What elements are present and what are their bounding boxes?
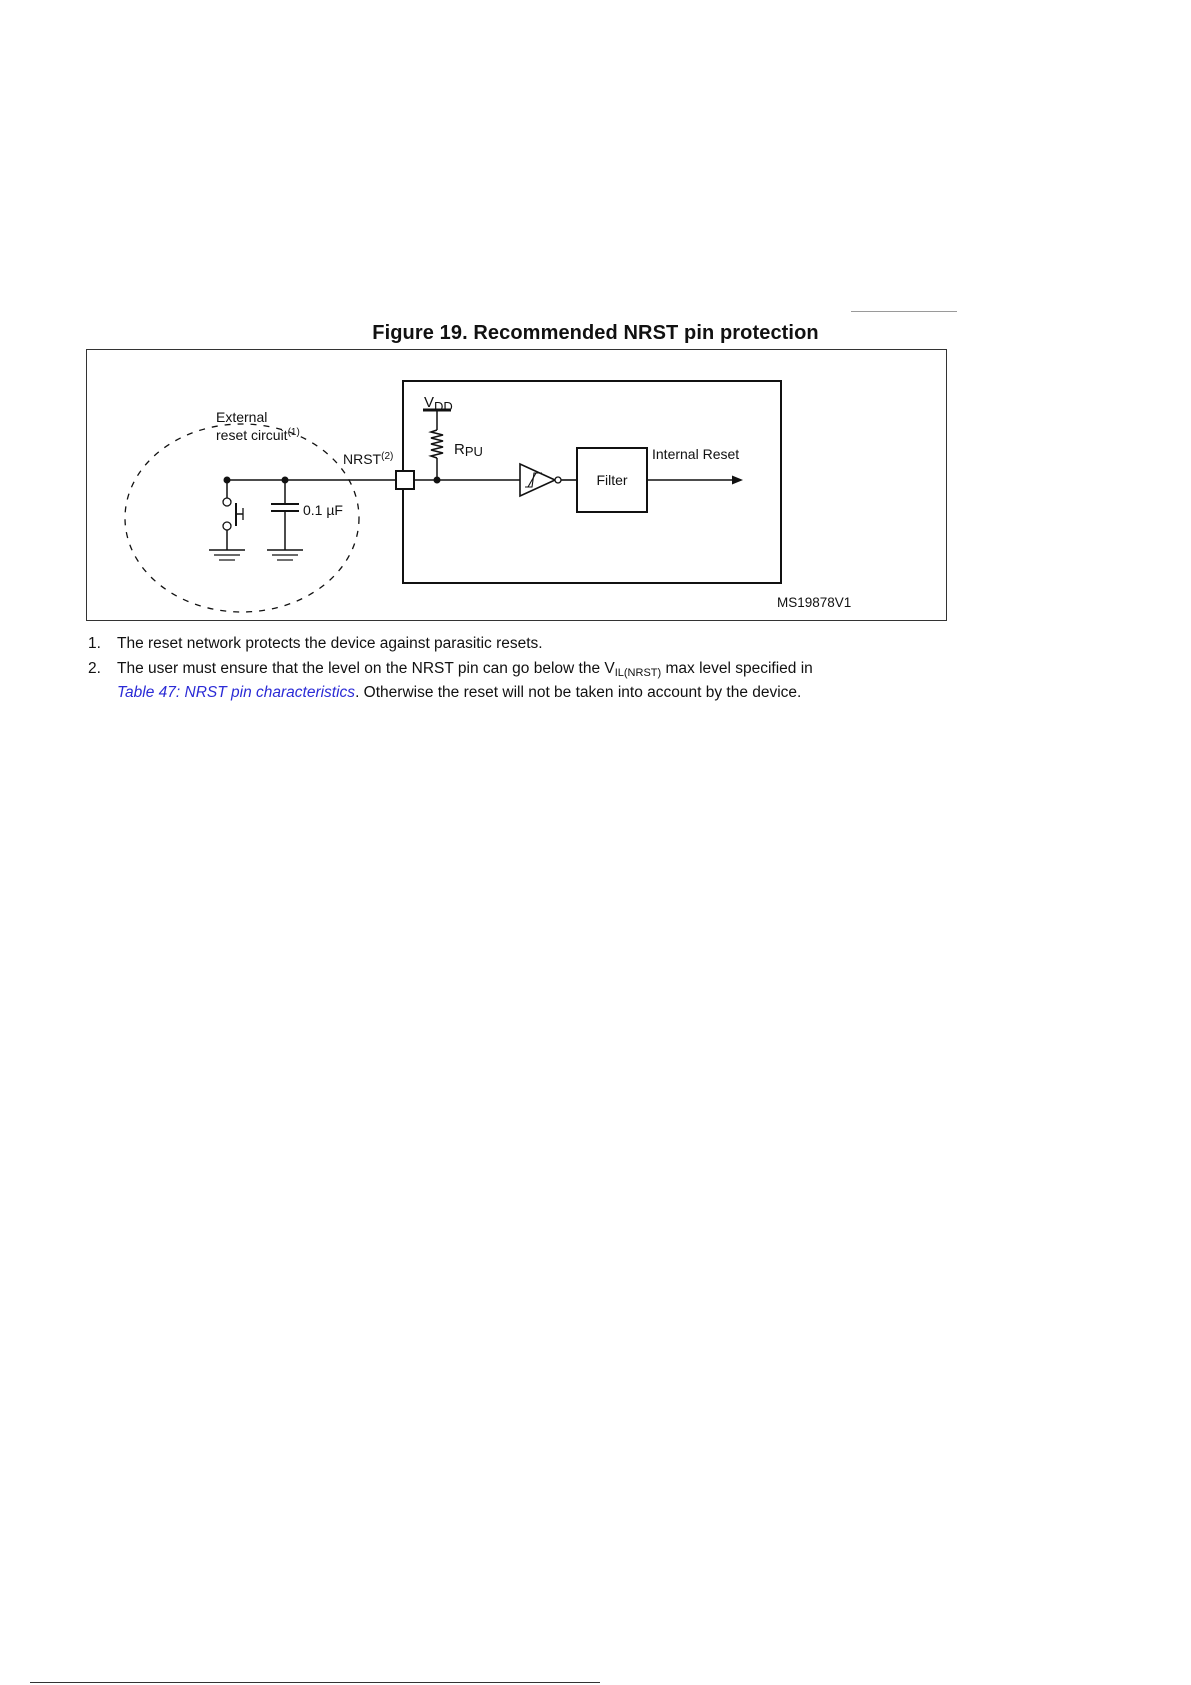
label-vdd: VDD: [424, 394, 453, 414]
nrst-circuit-diagram: [87, 350, 948, 622]
pullup-resistor-symbol: [431, 430, 443, 480]
label-rpu: RPU: [454, 441, 483, 459]
footer-rule: [30, 1682, 600, 1683]
nrst-pin: [396, 471, 414, 489]
note-text: . Otherwise the reset will not be taken into account by the device.: [355, 684, 802, 701]
capacitor-symbol: [271, 480, 299, 550]
schmitt-trigger-inverter: [520, 464, 577, 496]
label-external: External: [216, 409, 268, 425]
note-text: The reset network protects the device against parasitic resets.: [117, 635, 543, 652]
note-1: [88, 634, 948, 653]
ground-symbol: [267, 550, 303, 560]
pushbutton-switch: [223, 480, 243, 550]
note-text: max level specified in: [661, 660, 813, 677]
label-capacitor: 0.1 µF: [303, 502, 343, 518]
arrow-head: [732, 476, 743, 485]
figure-notes: [88, 634, 948, 708]
header-rule: [851, 311, 957, 312]
note-number: 2.: [88, 660, 101, 677]
note-subscript: IL(NRST): [614, 667, 662, 679]
ground-symbol: [209, 550, 245, 560]
label-nrst: NRST$^{(2)}$: [343, 451, 394, 467]
label-internal-reset: Internal Reset: [652, 446, 740, 462]
figure-frame: [86, 349, 947, 621]
note-2: [88, 659, 948, 702]
figure-title: Figure 19. Recommended NRST pin protection: [372, 322, 819, 344]
figure-id: MS19878V1: [777, 595, 852, 610]
note-number: 1.: [88, 635, 101, 652]
label-reset-circuit: reset circuit$^{(1)}$: [216, 427, 300, 443]
table-reference-link[interactable]: Table 47: NRST pin characteristics: [117, 684, 356, 701]
external-circuit-outline: [125, 424, 359, 612]
note-text: The user must ensure that the level on the NRST pin can go below the V: [117, 660, 615, 677]
label-filter: Filter: [596, 472, 628, 488]
